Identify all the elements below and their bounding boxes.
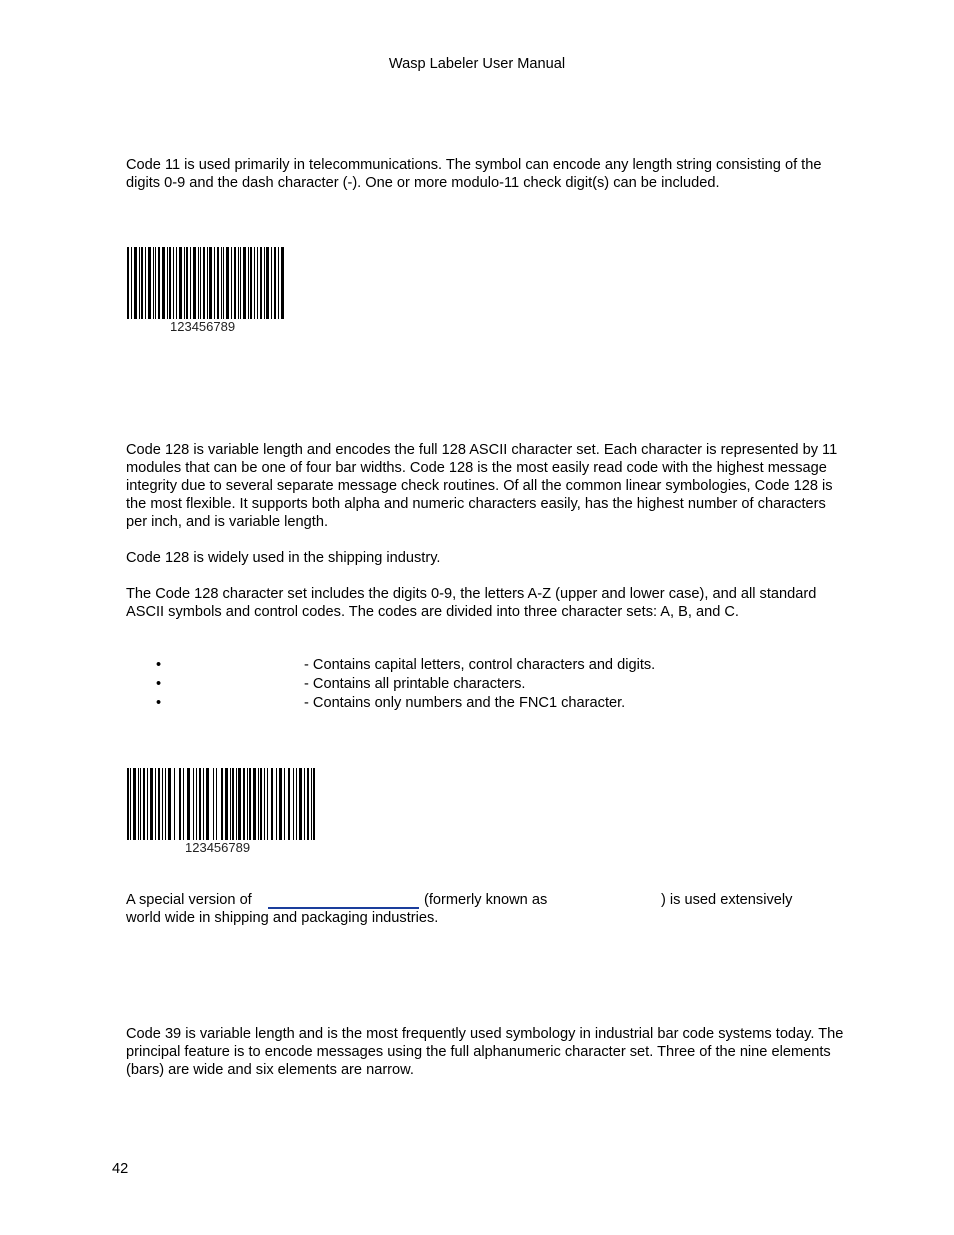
bullet-icon: • [156,657,162,673]
special-version-text-mid: (formerly known as [424,892,548,908]
special-version-text-start: A special version of [126,892,252,908]
page-header: Wasp Labeler User Manual [388,56,566,72]
bullet-icon: • [156,695,162,711]
page-number: 42 [112,1161,129,1177]
special-version-text-line2: world wide in shipping and packaging industries. [126,910,439,926]
code11-barcode-number: 123456789 [170,319,236,334]
code11-barcode [127,247,287,337]
code128-description: Code 128 is variable length and encodes the full 128 ASCII character set. Each character is represented by 11 modules that can be one of four bar widths. Code 128 is the most easily read code with the highest message integrity due to several separate message check routines. Of all the common linear symbologies, Code 128 is the most flexible. It supports both alpha and numeric characters easily, has the highest number of characters per inch, and is variable length. [126,442,838,530]
special-version-text-end: ) is used extensively [661,892,793,908]
code128-barcode [127,768,317,858]
list-item: • - Contains only numbers and the FNC1 character. [156,695,626,711]
list-item: • - Contains all printable characters. [156,676,526,692]
code128-shipping-note: Code 128 is widely used in the shipping industry. [126,550,441,566]
code128-barcode-number: 123456789 [185,840,251,855]
list-item: • - Contains capital letters, control characters and digits. [156,657,656,673]
code39-description: Code 39 is variable length and is the most frequently used symbology in industrial bar code systems today. The principal feature is to encode messages using the full alphanumeric character set. Three of the nine elements (bars) are wide and six elements are narrow. [126,1026,844,1078]
code128-barcode-bars-icon [127,768,317,842]
code11-description: Code 11 is used primarily in telecommunications. The symbol can encode any length string consisting of the digits 0-9 and the dash character (-). One or more modulo-11 check digit(s) can be included. [126,157,822,191]
bullet-icon: • [156,676,162,692]
code11-barcode-bars-icon [127,247,287,321]
special-version-link[interactable] [268,907,419,909]
code128-charset-description: The Code 128 character set includes the digits 0-9, the letters A-Z (upper and lower case), and all standard ASCII symbols and control codes. The codes are divided into three character sets: A, B, and C. [126,586,817,620]
